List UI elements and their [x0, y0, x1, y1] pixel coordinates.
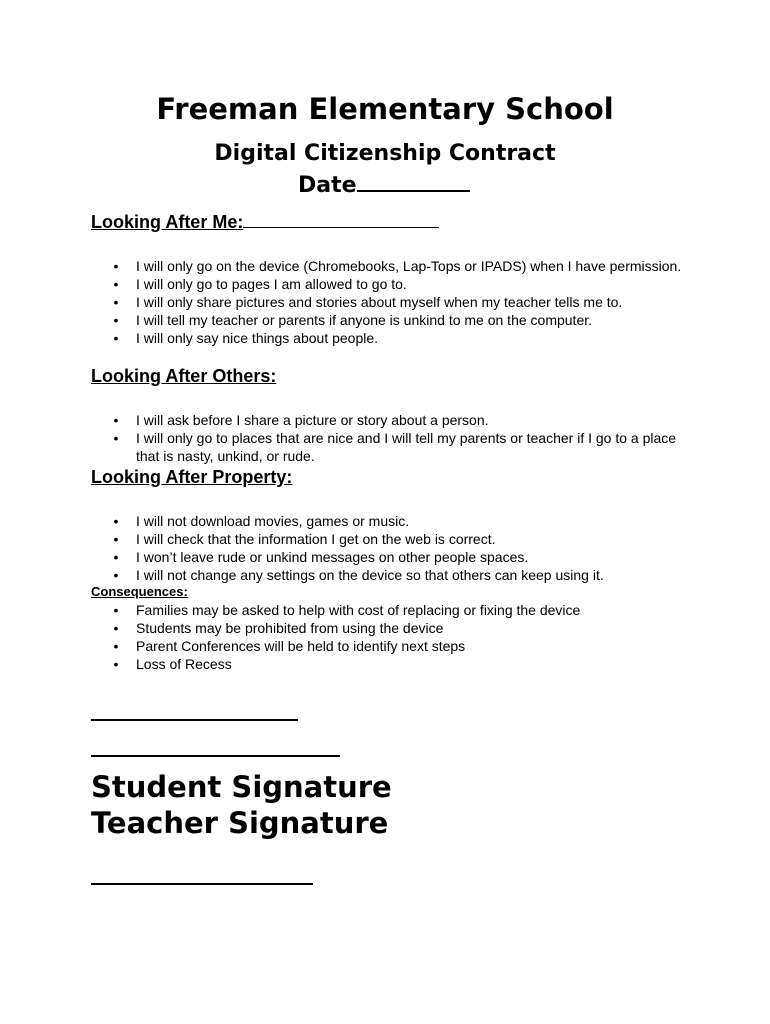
- date-blank-line: [357, 168, 470, 192]
- section-heading-looking-after-property: Looking After Property:: [91, 467, 293, 487]
- list-item-text: Families may be asked to help with cost of replacing or fixing the device: [136, 602, 581, 618]
- list-item-text: I will only say nice things about people.: [136, 330, 379, 346]
- looking-after-others-list: [0, 411, 696, 465]
- bullet-icon: •: [113, 602, 119, 618]
- list-item-text: I will only share pictures and stories about myself when my teacher tells me to.: [136, 294, 623, 310]
- bullet-icon: •: [113, 276, 119, 292]
- list-item-text: I will check that the information I get on the web is correct.: [136, 531, 496, 547]
- list-item: [0, 293, 696, 311]
- list-item: [0, 619, 696, 637]
- list-item-text: I won’t leave rude or unkind messages on other people spaces.: [136, 549, 529, 565]
- section-heading-looking-after-me: [91, 210, 439, 233]
- list-item-text: I will tell my teacher or parents if anyone is unkind to me on the computer.: [136, 312, 593, 328]
- date-line: [298, 168, 470, 201]
- list-item: [0, 637, 696, 655]
- list-item: [0, 530, 696, 548]
- bullet-icon: •: [113, 513, 119, 529]
- bullet-icon: •: [113, 638, 119, 654]
- school-title: Freeman Elementary School: [156, 92, 614, 126]
- list-item: [0, 311, 696, 329]
- list-item: [0, 566, 696, 584]
- bullet-icon: •: [113, 258, 119, 274]
- teacher-signature-label: Teacher Signature: [91, 806, 389, 840]
- bullet-icon: •: [113, 656, 119, 672]
- section-heading-label: Looking After Me:: [91, 212, 244, 232]
- extra-signature-line[interactable]: [91, 883, 313, 885]
- date-label: Date: [298, 173, 357, 198]
- list-item-text: Parent Conferences will be held to identify next steps: [136, 638, 466, 654]
- list-item: [0, 512, 696, 530]
- list-item: [0, 411, 696, 429]
- bullet-icon: •: [113, 294, 119, 310]
- contract-title: Digital Citizenship Contract: [214, 141, 556, 166]
- list-item-text: I will ask before I share a picture or story about a person.: [136, 412, 489, 428]
- list-item-text: I will not change any settings on the device so that others can keep using it.: [136, 567, 604, 583]
- list-item: [0, 548, 696, 566]
- list-item-text: I will only go to places that are nice and I will tell my parents or teacher if I go to a place that is nasty, unkind, or rude.: [136, 430, 677, 464]
- list-item-text: Loss of Recess: [136, 656, 232, 672]
- looking-after-property-list: [0, 512, 696, 584]
- bullet-icon: •: [113, 312, 119, 328]
- teacher-signature-line[interactable]: [91, 755, 340, 757]
- list-item: [0, 257, 696, 275]
- bullet-icon: •: [113, 412, 119, 428]
- list-item: [0, 655, 696, 673]
- list-item-text: I will only go on the device (Chromebooks, Lap-Tops or IPADS) when I have permission.: [136, 258, 682, 274]
- bullet-icon: •: [113, 567, 119, 583]
- list-item-text: Students may be prohibited from using the device: [136, 620, 444, 636]
- list-item: [0, 429, 696, 465]
- bullet-icon: •: [113, 620, 119, 636]
- bullet-icon: •: [113, 430, 119, 446]
- list-item: [0, 601, 696, 619]
- consequences-heading: Consequences:: [91, 584, 188, 599]
- student-signature-label: Student Signature: [91, 770, 392, 804]
- student-signature-line[interactable]: [91, 719, 298, 721]
- section-heading-looking-after-others: Looking After Others:: [91, 366, 277, 386]
- list-item-text: I will not download movies, games or music.: [136, 513, 410, 529]
- consequences-list: [0, 601, 696, 673]
- list-item: [0, 275, 696, 293]
- list-item-text: I will only go to pages I am allowed to go to.: [136, 276, 407, 292]
- heading-underline-trail: [243, 210, 439, 228]
- bullet-icon: •: [113, 330, 119, 346]
- bullet-icon: •: [113, 531, 119, 547]
- list-item: [0, 329, 696, 347]
- looking-after-me-list: [0, 257, 696, 347]
- bullet-icon: •: [113, 549, 119, 565]
